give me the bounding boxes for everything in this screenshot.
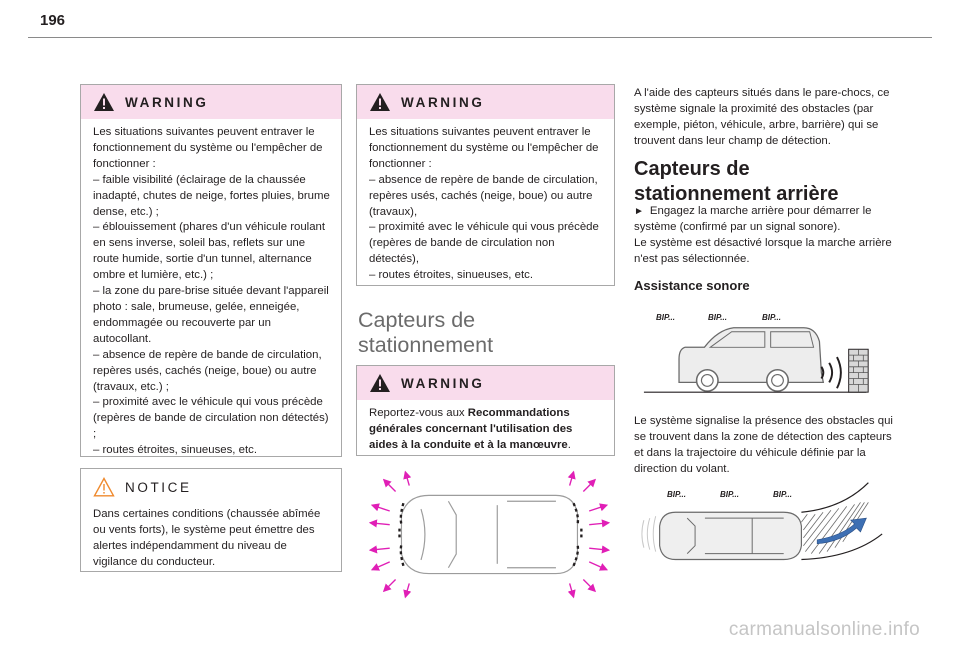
warning-paragraph: Les situations suivantes peuvent entraver le fonctionnement du système ou l'empêcher de fonctionner : xyxy=(93,126,323,170)
warning-header xyxy=(81,85,341,119)
heading-rear-parking-sensors: Capteurs de stationnement arrière xyxy=(634,158,839,205)
warning-paragraph: – routes étroites, sinueuses, etc. xyxy=(369,269,533,282)
notice-text: Dans certaines conditions (chaussée abîmée ou vents forts), le système peut émettre des alertes indépendamment du niveau de vigilance du conducteur. xyxy=(93,508,321,568)
step-arrow-icon: ► xyxy=(634,206,644,217)
notice-body xyxy=(81,505,341,580)
warning-paragraph: Les situations suivantes peuvent entraver le fonctionnement du système ou l'empêcher de fonctionner : xyxy=(369,126,599,170)
parking-sensors-intro xyxy=(634,86,894,150)
warning-paragraph: – éblouissement (phares d'un véhicule roulant en sens inverse, soleil bas, reflets sur une route humide, sortie d'un tunnel, alternance ombre et lumière, etc.) ; xyxy=(93,221,326,282)
car-outline xyxy=(401,495,577,573)
car-motion-ghosts xyxy=(642,516,656,551)
warning-triangle-icon xyxy=(93,92,115,112)
bip-label: BIP... xyxy=(762,313,781,322)
step-note: Le système est désactivé lorsque la marche arrière n'est pas sélectionnée. xyxy=(634,236,892,265)
section-title-parking-sensors: Capteurs de stationnement xyxy=(358,308,494,357)
bip-label: BIP... xyxy=(667,490,686,499)
warning-title: WARNING xyxy=(401,375,485,391)
warning-body xyxy=(81,119,341,468)
sensor-arrows xyxy=(370,472,609,597)
van-rear-sensor-sound-illustration xyxy=(635,320,881,398)
recommendation-link-text: Recommandations générales concernant l'utilisation des aides à la conduite et à la manœuvre xyxy=(369,407,573,451)
watermark: carmanualsonline.info xyxy=(728,619,920,640)
warning-title: WARNING xyxy=(125,94,209,110)
warning-triangle-icon xyxy=(369,373,391,393)
warning-box-recommendations xyxy=(356,365,615,456)
bip-label: BIP... xyxy=(656,313,675,322)
warning-box-visibility xyxy=(80,84,342,457)
warning-paragraph: – proximité avec le véhicule qui vous précède (repères de bande de circulation non détectés), xyxy=(369,221,599,266)
page-number: 196 xyxy=(40,12,66,29)
notice-title: NOTICE xyxy=(125,479,192,495)
warning-body xyxy=(357,119,614,293)
warning-box-lanes xyxy=(356,84,615,286)
warning-header xyxy=(357,366,614,400)
warning-paragraph: – faible visibilité (éclairage de la chaussée inadapté, chutes de neige, fortes pluies, brume dense, etc.) ; xyxy=(93,173,330,218)
bip-label: BIP... xyxy=(720,490,739,499)
warning-paragraph: – absence de repère de bande de circulation, repères usés, cachés (neige, boue) ou autre (travaux), xyxy=(369,173,598,218)
warning-paragraph: – proximité avec le véhicule qui vous précède (repères de bande de circulation non détectés) ; xyxy=(93,396,329,441)
car-sensors-top-view-illustration xyxy=(360,468,615,600)
bip-label: BIP... xyxy=(773,490,792,499)
warning-title: WARNING xyxy=(401,94,485,110)
rear-sensors-instructions xyxy=(634,204,894,268)
warning-body xyxy=(357,400,614,463)
warning-paragraph: – la zone du pare-brise située devant l'appareil photo : sale, brumeuse, gelée, enneigée, endommagée ou recouverte par un autocollant. xyxy=(93,285,329,345)
notice-box xyxy=(80,468,342,572)
bip-label: BIP... xyxy=(708,313,727,322)
trajectory-sound-illustration xyxy=(636,478,892,578)
warning-recommendation-text: Reportez-vous aux Recommandations générales concernant l'utilisation des aides à la conduite et à la manœuvre. xyxy=(369,407,573,451)
header-divider xyxy=(28,37,932,38)
notice-triangle-icon xyxy=(93,477,115,497)
sound-assistance-description xyxy=(634,414,896,478)
notice-header xyxy=(81,469,341,505)
sound-text: Le système signalise la présence des obstacles qui se trouvent dans la zone de détection des capteurs et dans la trajectoire du véhicule définie par la direction du volant. xyxy=(634,415,893,475)
step-instruction: ► Engagez la marche arrière pour démarrer le système (confirmé par un signal sonore). xyxy=(634,205,872,233)
sound-waves-icon xyxy=(821,357,841,388)
car-top-outline xyxy=(660,512,802,559)
warning-paragraph: – absence de repère de bande de circulation, repères usés, cachés (neige, boue) ou autre (travaux, etc.) ; xyxy=(93,348,322,393)
intro-text: A l'aide des capteurs situés dans le pare-chocs, ce système signale la proximité des obstacles (par exemple, piéton, véhicule, arbre, barrière) qui se trouvent dans leur champ de détection. xyxy=(634,87,890,147)
heading-sound-assistance: Assistance sonore xyxy=(634,278,750,293)
warning-triangle-icon xyxy=(369,92,391,112)
trajectory-curve xyxy=(801,483,868,513)
brick-wall-icon xyxy=(849,349,869,392)
sensor-dashes xyxy=(400,503,582,566)
warning-paragraph: – routes étroites, sinueuses, etc. xyxy=(93,444,257,457)
warning-header xyxy=(357,85,614,119)
